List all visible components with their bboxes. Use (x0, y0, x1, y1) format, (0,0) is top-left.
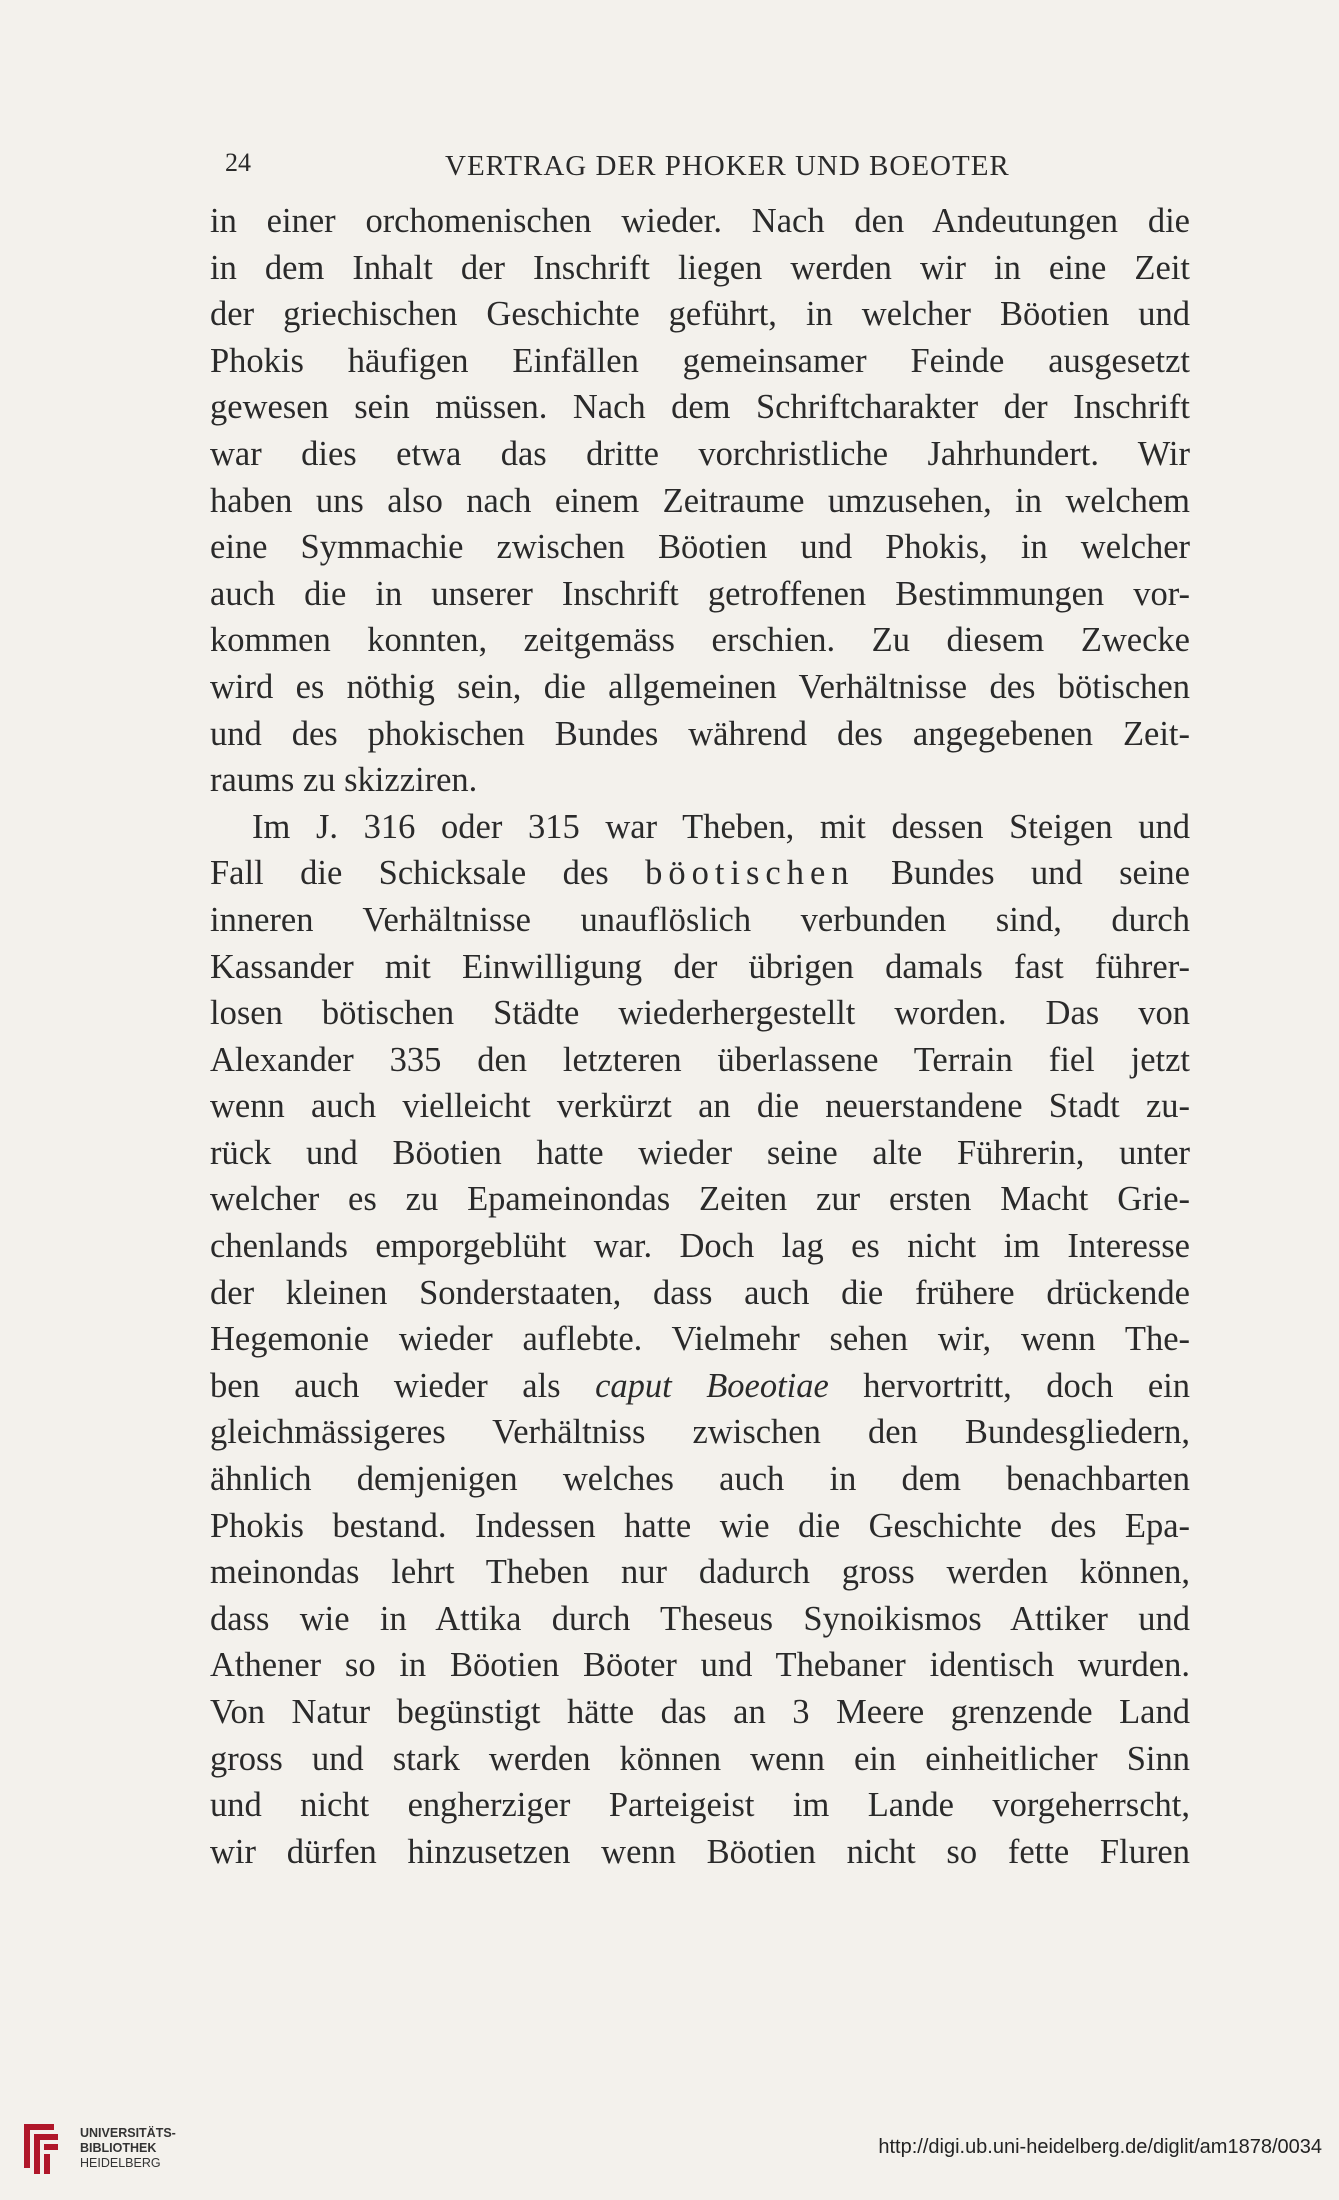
text-line: auch die in unserer Inschrift getroffenen Bestimmungen vor- (210, 574, 1190, 613)
text-line: wird es nöthig sein, die allgemeinen Verhältnisse des bötischen (210, 667, 1190, 706)
text-line: rück und Böotien hatte wieder seine alte Führerin, unter (210, 1133, 1190, 1172)
library-name-line: BIBLIOTHEK (80, 2141, 157, 2155)
text-fragment: Fall die Schicksale des (210, 854, 646, 893)
library-name-line: HEIDELBERG (80, 2156, 161, 2170)
text-line: war dies etwa das dritte vorchristliche Jahrhundert. Wir (210, 434, 1190, 473)
text-line: wenn auch vielleicht verkürzt an die neuerstandene Stadt zu- (210, 1087, 1190, 1126)
text-line: in einer orchomenischen wieder. Nach den Andeutungen die (210, 202, 1190, 240)
text-line: welcher es zu Epameinondas Zeiten zur ersten Macht Grie- (210, 1180, 1190, 1219)
text-line-with-italic (210, 1363, 1190, 1410)
text-line: ähnlich demjenigen welches auch in dem benachbarten (210, 1460, 1190, 1499)
page-number: 24 (225, 148, 251, 177)
text-line: raums zu skizziren. (210, 761, 478, 800)
text-fragment: Bundes und seine (854, 854, 1190, 893)
text-line: gleichmässigeres Verhältniss zwischen den Bundesgliedern, (210, 1413, 1190, 1452)
text-line: Phokis häufigen Einfällen gemeinsamer Feinde ausgesetzt (210, 341, 1190, 380)
body-text (210, 198, 1190, 1875)
library-logo (20, 2122, 190, 2182)
running-title: VERTRAG DER PHOKER UND BOEOTER (445, 150, 1010, 182)
text-line: chenlands emporgeblüht war. Doch lag es nicht im Interesse (210, 1227, 1190, 1266)
library-name-line: UNIVERSITÄTS- (80, 2126, 176, 2140)
text-line: losen bötischen Städte wiederhergestellt worden. Das von (210, 994, 1190, 1033)
paragraph-start-line: Im J. 316 oder 315 war Theben, mit dessen Steigen und (252, 807, 1190, 846)
text-line: meinondas lehrt Theben nur dadurch gross werden können, (210, 1553, 1190, 1592)
library-logo-icon (20, 2122, 62, 2176)
text-line: Athener so in Böotien Böoter und Thebaner identisch wurden. (210, 1646, 1190, 1685)
text-line: dass wie in Attika durch Theseus Synoikismos Attiker und (210, 1599, 1190, 1638)
text-line: eine Symmachie zwischen Böotien und Phokis, in welcher (210, 528, 1190, 567)
text-line: gewesen sein müssen. Nach dem Schriftcharakter der Inschrift (210, 388, 1190, 427)
text-line: Hegemonie wieder auflebte. Vielmehr sehen wir, wenn The- (210, 1320, 1190, 1359)
text-line: inneren Verhältnisse unauflöslich verbunden sind, durch (210, 900, 1190, 939)
text-line: der kleinen Sonderstaaten, dass auch die frühere drückende (210, 1273, 1190, 1312)
text-fragment: ben auch wieder als (210, 1366, 596, 1405)
text-line: Phokis bestand. Indessen hatte wie die Geschichte des Epa- (210, 1506, 1190, 1545)
text-line: in dem Inhalt der Inschrift liegen werden wir in eine Zeit (210, 248, 1190, 287)
text-line: Alexander 335 den letzteren überlassene Terrain fiel jetzt (210, 1040, 1190, 1079)
text-line: gross und stark werden können wenn ein einheitlicher Sinn (210, 1739, 1190, 1778)
page-header (225, 148, 1190, 188)
text-line: der griechischen Geschichte geführt, in welcher Böotien und (210, 295, 1190, 334)
spaced-word: böotischen (645, 854, 855, 893)
source-url[interactable]: http://digi.ub.uni-heidelberg.de/diglit/am1878/0034 (878, 2136, 1322, 2158)
text-line: und nicht engherziger Parteigeist im Lande vorgeherrscht, (210, 1786, 1190, 1825)
text-line-with-spaced-word (210, 850, 1190, 897)
text-fragment: hervortritt, doch ein (828, 1366, 1190, 1405)
text-line: und des phokischen Bundes während des angegebenen Zeit- (210, 714, 1190, 753)
text-line: Kassander mit Einwilligung der übrigen damals fast führer- (210, 947, 1190, 986)
text-line: wir dürfen hinzusetzen wenn Böotien nicht so fette Fluren (210, 1832, 1190, 1871)
italic-phrase: caput Boeotiae (595, 1366, 829, 1405)
text-line: kommen konnten, zeitgemäss erschien. Zu diesem Zwecke (210, 621, 1190, 660)
text-line: haben uns also nach einem Zeitraume umzusehen, in welchem (210, 481, 1190, 520)
text-line: Von Natur begünstigt hätte das an 3 Meere grenzende Land (210, 1693, 1190, 1731)
library-name (80, 2126, 176, 2171)
